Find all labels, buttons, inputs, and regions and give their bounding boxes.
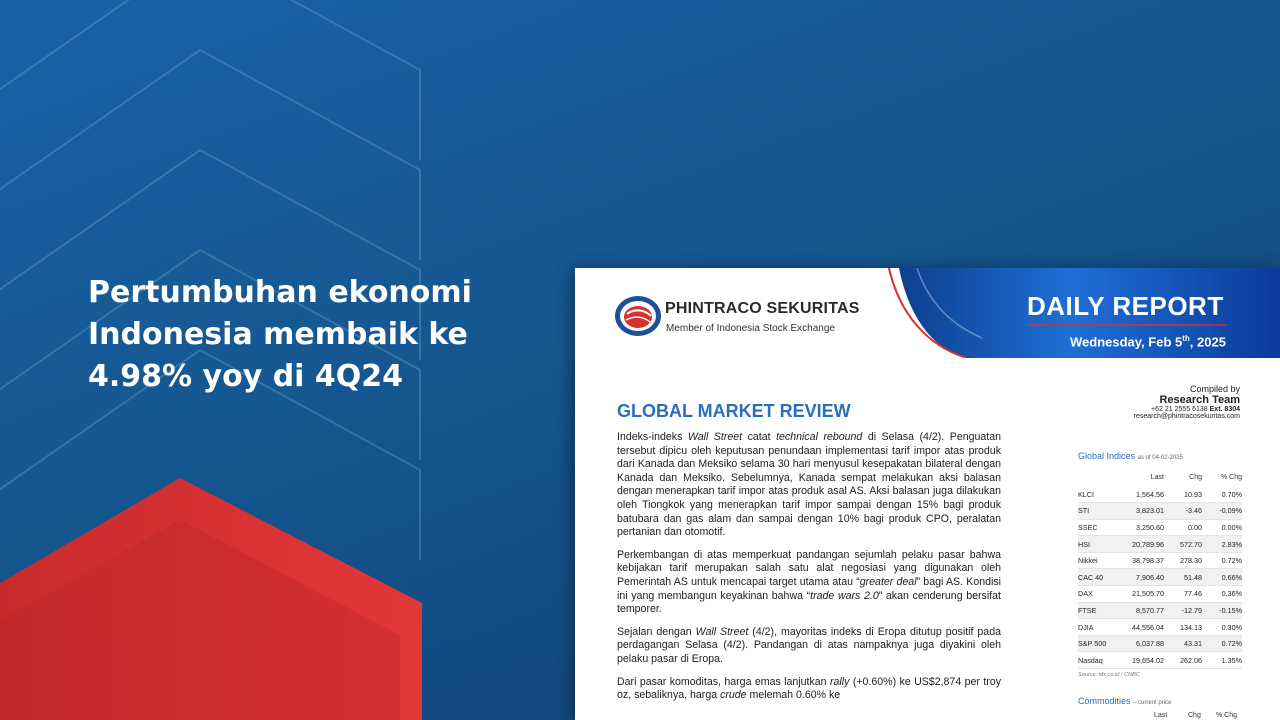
text-run: Dari pasar komoditas, harga emas lanjutkan <box>617 675 830 688</box>
global-indices-panel <box>1078 451 1242 678</box>
phone-ext: Ext. 8304 <box>1209 406 1240 413</box>
index-pct-chg: 1.35% <box>1202 652 1242 669</box>
text-run: Sejalan dengan <box>617 625 696 638</box>
index-pct-chg: -0.15% <box>1202 602 1242 619</box>
global-indices-heading: Global Indices <box>1078 451 1136 461</box>
text-run: melemah 0.60% ke <box>746 689 841 702</box>
index-name: CAC 40 <box>1078 569 1124 586</box>
index-name: HSI <box>1078 536 1124 553</box>
commodities-heading: Commodities <box>1078 696 1131 706</box>
index-last: 7,906.40 <box>1124 569 1164 586</box>
index-last: 44,556.04 <box>1124 619 1164 636</box>
index-pct-chg: -0.09% <box>1202 503 1242 520</box>
commodities-subtitle: – current price <box>1133 700 1172 706</box>
body-paragraph <box>617 626 1001 667</box>
index-last: 38,798.37 <box>1124 552 1164 569</box>
headline-line-3: 4.98% yoy di 4Q24 <box>88 359 404 394</box>
headline <box>88 272 508 398</box>
section-title: GLOBAL MARKET REVIEW <box>617 401 851 421</box>
global-indices-rows <box>1078 486 1242 669</box>
text-run: (+0.60%) ke US$2,874 per troy oz, sebaliknya, harga <box>617 675 1001 702</box>
contact-phone <box>1134 406 1240 413</box>
italic-run: technical rebound <box>776 431 863 443</box>
index-name: FTSE <box>1078 602 1124 619</box>
phone-number: +62 21 2555 6138 <box>1151 406 1208 413</box>
brand-name: PHINTRACO SEKURITAS <box>665 300 860 317</box>
italic-run: trade wars 2.0 <box>810 589 879 602</box>
index-pct-chg: 0.30% <box>1202 619 1242 636</box>
global-indices-title <box>1078 451 1242 461</box>
italic-run: greater deal <box>859 575 917 588</box>
compiled-by-label: Compiled by <box>1189 384 1240 394</box>
daily-report-document <box>575 268 1280 720</box>
global-indices-table <box>1078 471 1242 669</box>
headline-line-2: Indonesia membaik ke <box>88 317 468 352</box>
header-chg: Chg <box>1189 474 1202 481</box>
header-last: Last <box>1150 474 1164 481</box>
index-last: 8,570.77 <box>1124 602 1164 619</box>
index-last: 19,654.02 <box>1124 652 1164 669</box>
compiled-by-block <box>1134 384 1240 420</box>
index-pct-chg: 0.72% <box>1202 552 1242 569</box>
index-last: 21,505.70 <box>1124 586 1164 603</box>
report-date-suffix: th <box>1182 334 1190 343</box>
index-chg: 0.00 <box>1164 519 1202 536</box>
index-row <box>1078 652 1242 669</box>
index-pct-chg: 0.72% <box>1202 635 1242 652</box>
report-date <box>1070 334 1226 349</box>
phintraco-logo-icon <box>613 294 663 338</box>
text-run: di Selasa (4/2). Penguatan tersebut dipicu oleh keputusan penundaan implementasi tarif impor atas produk dari Kanada dan Meksiko selama 30 hari menyusul kesepakatan bilateral dengan Kanada dan Meksiko. Sebelumnya, Kanada sempat melakukan aksi balasan dengan menerapkan tarif impor atas produk asal AS. Aksi balasan juga dilakukan oleh Tiongkok yang menerapkan tarif impor sampai dengan 15% bagi produk batubara dan gas alam dan sampai dengan 10% bagi produk CPO, peralatan pertanian dan otomotif. <box>617 431 1002 539</box>
index-chg: -12.79 <box>1164 602 1202 619</box>
index-row <box>1078 569 1242 586</box>
index-row <box>1078 536 1242 553</box>
body-paragraph <box>617 549 1001 617</box>
body-paragraph <box>617 676 1001 703</box>
commodities-header-last: Last <box>1154 712 1168 719</box>
index-chg: 134.13 <box>1164 619 1202 636</box>
index-chg: -3.46 <box>1164 503 1202 520</box>
index-row <box>1078 519 1242 536</box>
index-name: DAX <box>1078 586 1124 603</box>
header-name <box>1078 471 1124 486</box>
index-pct-chg: 2.83% <box>1202 536 1242 553</box>
index-name: DJIA <box>1078 619 1124 636</box>
italic-run: Wall Street <box>695 625 749 638</box>
index-name: Nasdaq <box>1078 652 1124 669</box>
index-last: 3,823.01 <box>1124 503 1164 520</box>
index-name: KLCI <box>1078 486 1124 503</box>
text-run: ” bagi AS. Kondisi ini yang membangun keyakinan bahwa “ <box>617 575 1001 602</box>
text-run: (4/2), mayoritas indeks di Eropa ditutup positif pada perdagangan Selasa (4/2). Pandangan di atas nampaknya juga diyakini oleh pelaku pasar di Eropa. <box>617 625 1001 665</box>
commodities-header-pct: % Chg <box>1216 712 1238 719</box>
index-name: STI <box>1078 503 1124 520</box>
italic-run: Wall Street <box>687 431 743 443</box>
index-chg: 262.06 <box>1164 652 1202 669</box>
report-date-prefix: Wednesday, Feb 5 <box>1070 334 1183 350</box>
brand-tagline: Member of Indonesia Stock Exchange <box>666 323 835 334</box>
report-body-text <box>617 431 1001 712</box>
index-row <box>1078 552 1242 569</box>
index-pct-chg: 0.66% <box>1202 569 1242 586</box>
index-row <box>1078 486 1242 503</box>
global-indices-date: as of 04-02-2025 <box>1137 455 1183 461</box>
italic-run: crude <box>720 689 747 702</box>
index-chg: 572.70 <box>1164 536 1202 553</box>
index-pct-chg: 0.70% <box>1202 486 1242 503</box>
research-team: Research Team <box>1159 394 1240 406</box>
index-chg: 10.93 <box>1164 486 1202 503</box>
index-row <box>1078 503 1242 520</box>
index-name: Nikkei <box>1078 552 1124 569</box>
report-title: DAILY REPORT <box>1027 291 1224 321</box>
index-row <box>1078 619 1242 636</box>
index-pct-chg: 0.00% <box>1202 519 1242 536</box>
text-run: Indeks-indeks <box>617 431 688 443</box>
index-row <box>1078 635 1242 652</box>
index-pct-chg: 0.36% <box>1202 586 1242 603</box>
index-chg: 51.48 <box>1164 569 1202 586</box>
text-run: catat <box>742 431 777 443</box>
index-chg: 77.46 <box>1164 586 1202 603</box>
index-chg: 43.31 <box>1164 635 1202 652</box>
header-pct-chg: % Chg <box>1220 474 1242 481</box>
body-paragraph <box>617 431 1001 540</box>
headline-line-1: Pertumbuhan ekonomi <box>88 275 472 310</box>
text-run: Perkembangan di atas memperkuat pandangan sejumlah pelaku pasar bahwa kebijakan tarif merupakan salah satu alat negosiasi yang digunakan oleh Pemerintah AS untuk mencapai target utama atau “ <box>617 548 1001 588</box>
index-row <box>1078 586 1242 603</box>
index-chg: 278.30 <box>1164 552 1202 569</box>
index-name: S&P 500 <box>1078 635 1124 652</box>
text-run: ” akan cenderung bersifat temporer. <box>617 589 1001 616</box>
commodities-header-chg: Chg <box>1188 712 1201 719</box>
report-header <box>575 268 1280 368</box>
commodities-title <box>1078 696 1171 706</box>
contact-email: research@phintracosekuritas.com <box>1133 413 1240 420</box>
index-last: 20,789.96 <box>1124 536 1164 553</box>
index-row <box>1078 602 1242 619</box>
index-name: SSEC <box>1078 519 1124 536</box>
italic-run: rally <box>829 675 850 688</box>
index-last: 6,037.88 <box>1124 635 1164 652</box>
index-last: 3,250.60 <box>1124 519 1164 536</box>
index-last: 1,564.56 <box>1124 486 1164 503</box>
report-date-year: , 2025 <box>1189 334 1226 350</box>
table-source: Source: idx.co.id / CNBC <box>1078 672 1140 679</box>
